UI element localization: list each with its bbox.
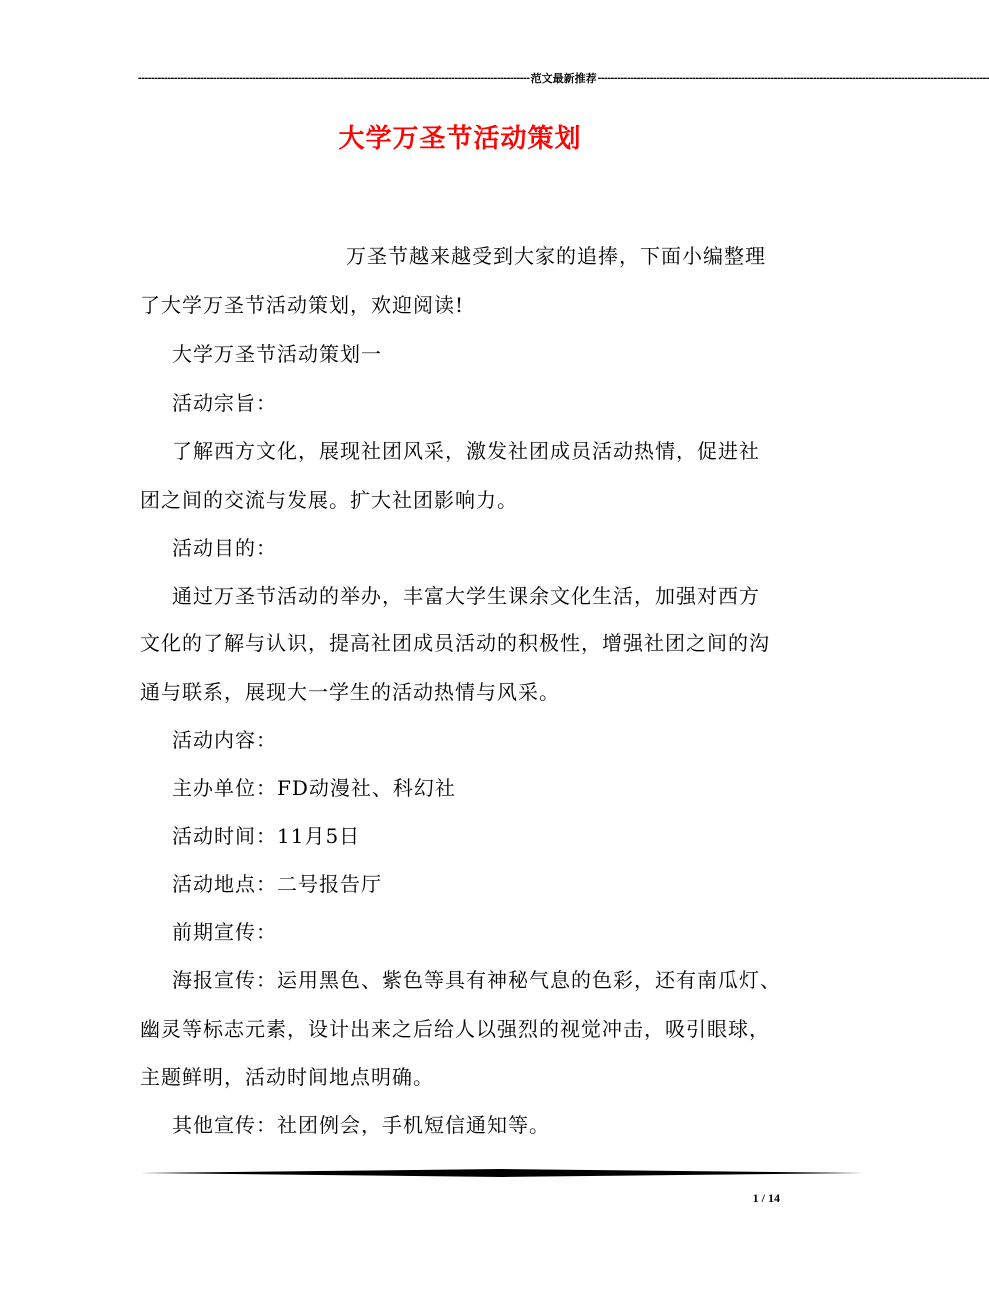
- footer-rule: [140, 1168, 864, 1178]
- body-line: 了解西方文化，展现社团风采，激发社团成员活动热情，促进社: [172, 439, 760, 463]
- body-line: 文化的了解与认识，提高社团成员活动的积极性，增强社团之间的沟: [140, 631, 770, 655]
- header-label: 范文最新推荐: [530, 73, 597, 85]
- section-heading: 活动目的：: [172, 536, 277, 560]
- page-number: 1 / 14: [752, 1191, 780, 1205]
- body-line: 主题鲜明，活动时间地点明确。: [140, 1065, 434, 1089]
- section-heading: 活动内容：: [172, 728, 277, 752]
- header-dashes-right: ------------------------------------------------------------------------------------------------------------------------: [597, 72, 989, 84]
- body-line: 通过万圣节活动的举办，丰富大学生课余文化生活，加强对西方: [172, 584, 760, 608]
- document-title: 大学万圣节活动策划: [338, 124, 582, 154]
- info-line-organizer: 主办单位：FD动漫社、科幻社: [172, 776, 456, 800]
- page-header: [138, 68, 989, 88]
- body-line: 幽灵等标志元素，设计出来之后给人以强烈的视觉冲击，吸引眼球，: [140, 1017, 770, 1041]
- info-line-time: 活动时间：11月5日: [172, 824, 361, 848]
- body-line: 了大学万圣节活动策划，欢迎阅读!: [140, 293, 465, 317]
- section-heading: 大学万圣节活动策划一: [172, 342, 382, 366]
- body-line: 万圣节越来越受到大家的追捧，下面小编整理: [346, 244, 766, 268]
- body-line: 海报宣传：运用黑色、紫色等具有神秘气息的色彩，还有南瓜灯、: [172, 968, 781, 992]
- body-line: 团之间的交流与发展。扩大社团影响力。: [140, 488, 518, 512]
- info-line-location: 活动地点：二号报告厅: [172, 872, 382, 896]
- header-dashes-left: ------------------------------------------------------------------------------------------------------------------------: [138, 72, 530, 84]
- section-heading: 前期宣传：: [172, 920, 277, 944]
- body-line: 通与联系，展现大一学生的活动热情与风采。: [140, 680, 560, 704]
- body-line: 其他宣传：社团例会，手机短信通知等。: [172, 1113, 550, 1137]
- section-heading: 活动宗旨：: [172, 391, 277, 415]
